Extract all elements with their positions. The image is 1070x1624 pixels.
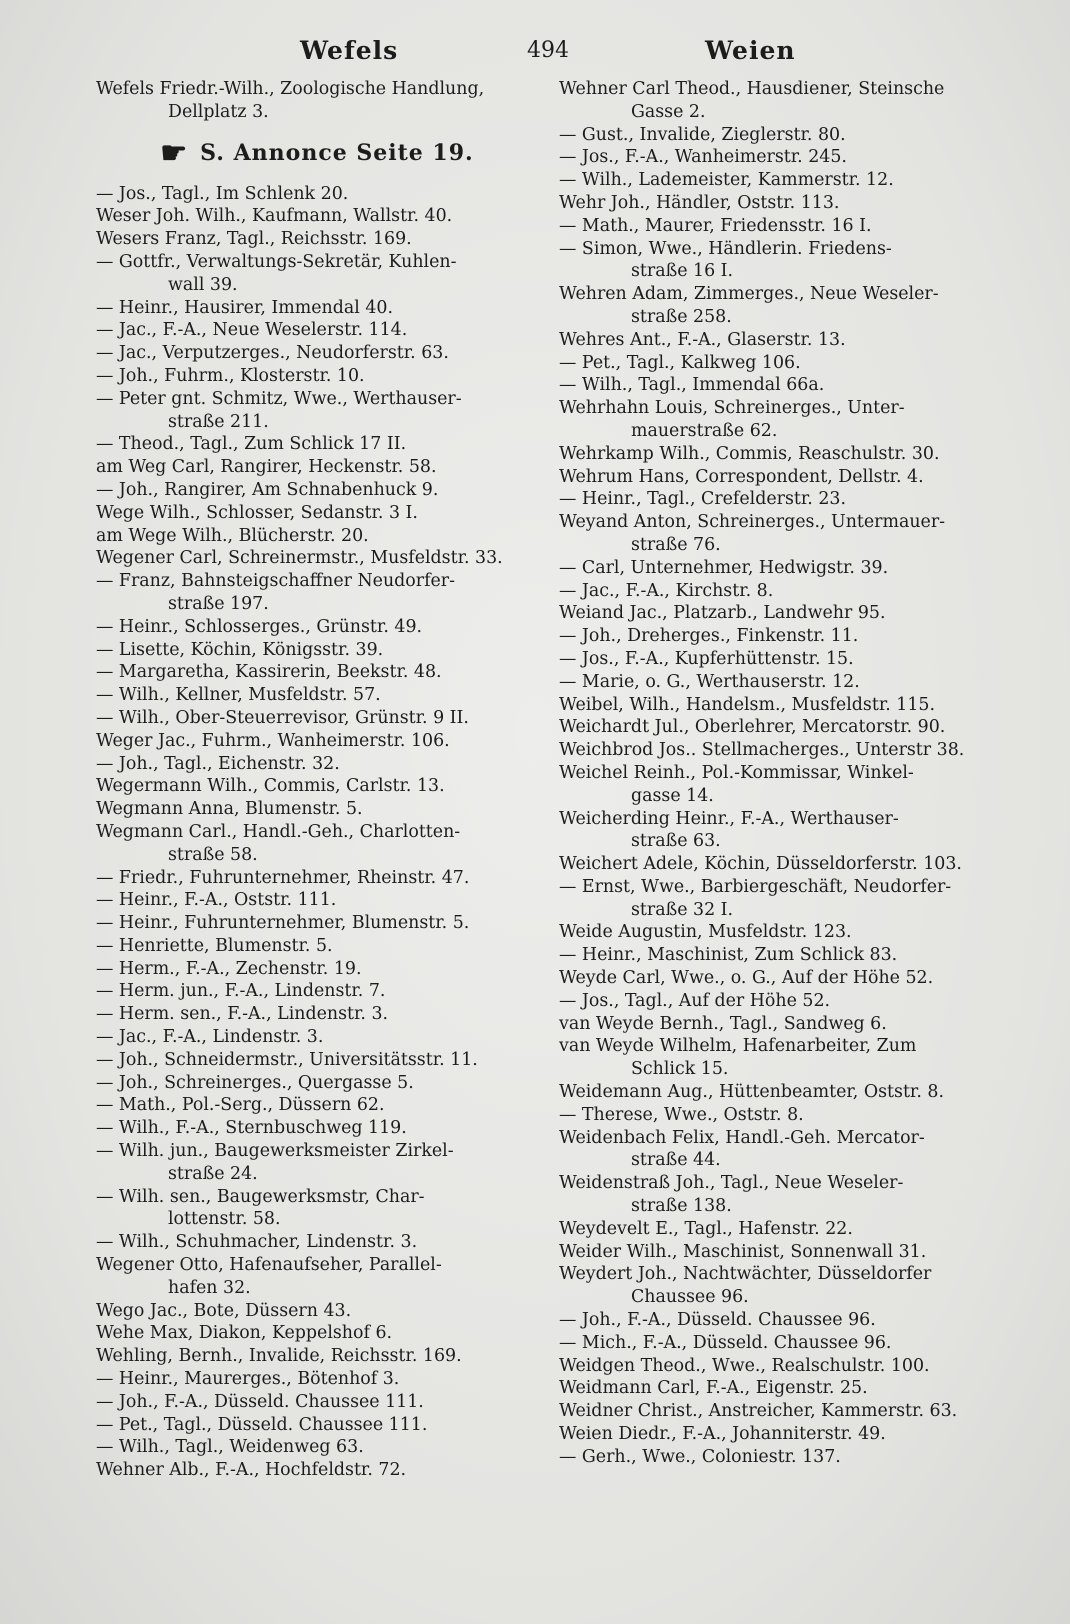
entry-line: — Jac., F.-A., Lindenstr. 3. (96, 1027, 324, 1048)
entry-continuation: straße 197. (168, 593, 269, 614)
directory-entry (559, 1013, 1001, 1036)
directory-entry (559, 580, 1001, 603)
directory-entry (559, 1423, 1001, 1446)
directory-entry (96, 730, 538, 753)
entry-line: — Wilh., Ober-Steuerrevisor, Grünstr. 9 II. (96, 707, 469, 728)
entry-line: van Weyde Bernh., Tagl., Sandweg 6. (559, 1013, 887, 1034)
entry-continuation: wall 39. (168, 274, 238, 295)
entry-line: Wehrum Hans, Correspondent, Dellstr. 4. (559, 466, 924, 487)
directory-entry (559, 1127, 1001, 1173)
directory-entry (96, 684, 538, 707)
entry-line: Weidenbach Felix, Handl.-Geh. Mercator- (559, 1127, 925, 1148)
directory-entry (559, 443, 1001, 466)
entry-line: — Mich., F.-A., Düsseld. Chaussee 96. (559, 1332, 892, 1353)
entry-line: — Marie, o. G., Werthauserstr. 12. (559, 671, 860, 692)
entry-line: — Jos., F.-A., Kupferhüttenstr. 15. (559, 648, 854, 669)
entry-line: Weydert Joh., Nachtwächter, Düsseldorfer (559, 1264, 932, 1285)
directory-entry (559, 625, 1001, 648)
directory-entry (559, 466, 1001, 489)
directory-entry (96, 1322, 538, 1345)
entry-line: Weider Wilh., Maschinist, Sonnenwall 31. (559, 1241, 927, 1262)
directory-entry (559, 124, 1001, 147)
entry-line: — Wilh. jun., Baugewerksmeister Zirkel- (96, 1141, 454, 1162)
directory-entry (96, 958, 538, 981)
directory-entry (96, 753, 538, 776)
entry-line: am Wege Wilh., Blücherstr. 20. (96, 525, 369, 546)
directory-entry (96, 251, 538, 297)
directory-entry (559, 1263, 1001, 1309)
directory-entry (559, 967, 1001, 990)
entry-line: Wege Wilh., Schlosser, Sedanstr. 3 I. (96, 502, 418, 523)
directory-entry (96, 183, 538, 206)
entry-line: am Weg Carl, Rangirer, Heckenstr. 58. (96, 457, 437, 478)
directory-entry (96, 388, 538, 434)
entry-line: — Joh., Dreherges., Finkenstr. 11. (559, 626, 859, 647)
directory-entry (559, 648, 1001, 671)
directory-entry (96, 1003, 538, 1026)
entry-line: — Ernst, Wwe., Barbiergeschäft, Neudorfer- (559, 876, 952, 897)
entry-line: — Joh., F.-A., Düsseld. Chaussee 111. (96, 1391, 424, 1412)
header-last-name: Weien (705, 36, 796, 65)
entry-line: Weidner Christ., Anstreicher, Kammerstr. 63. (559, 1401, 958, 1422)
directory-entry (96, 1300, 538, 1323)
directory-entry (96, 547, 538, 570)
directory-entry (559, 1104, 1001, 1127)
entry-line: — Herm., F.-A., Zechenstr. 19. (96, 958, 362, 979)
entry-line: — Simon, Wwe., Händlerin. Friedens- (559, 238, 892, 259)
entry-line: — Joh., Tagl., Eichenstr. 32. (96, 753, 340, 774)
directory-entry (96, 433, 538, 456)
entry-line: — Franz, Bahnsteigschaffner Neudorfer- (96, 571, 455, 592)
directory-entry (559, 1400, 1001, 1423)
directory-entry (96, 707, 538, 730)
annonce-text: S. Annonce Seite 19. (200, 139, 474, 166)
entry-continuation: hafen 32. (168, 1277, 251, 1298)
entry-line: — Heinr., Fuhrunternehmer, Blumenstr. 5. (96, 913, 470, 934)
entry-line: Weidemann Aug., Hüttenbeamter, Oststr. 8. (559, 1082, 944, 1103)
entry-line: Weyand Anton, Schreinerges., Untermauer- (559, 512, 946, 533)
entry-line: — Wilh., Schuhmacher, Lindenstr. 3. (96, 1232, 418, 1253)
entry-line: — Wilh., Tagl., Immendal 66a. (559, 375, 825, 396)
directory-entry (559, 716, 1001, 739)
entry-line: Wegmann Carl., Handl.-Geh., Charlotten- (96, 821, 461, 842)
directory-entry (559, 853, 1001, 876)
header-first-name: Wefels (300, 36, 399, 65)
directory-entry (559, 1035, 1001, 1081)
entry-continuation: straße 44. (631, 1150, 721, 1171)
directory-entry (96, 205, 538, 228)
directory-entry (96, 228, 538, 251)
entry-line: Wegener Otto, Hafenaufseher, Parallel- (96, 1255, 442, 1276)
entry-line: Wehe Max, Diakon, Keppelshof 6. (96, 1323, 393, 1344)
entry-line: Weibel, Wilh., Handelsm., Musfeldstr. 115. (559, 694, 935, 715)
entry-line: — Wilh., Lademeister, Kammerstr. 12. (559, 170, 894, 191)
entry-line: Weichbrod Jos.. Stellmacherges., Unterstr 38. (559, 740, 965, 761)
entry-line: — Gottfr., Verwaltungs-Sekretär, Kuhlen- (96, 251, 457, 272)
directory-entry (96, 867, 538, 890)
entry-line: Wehner Alb., F.-A., Hochfeldstr. 72. (96, 1460, 407, 1481)
directory-entry (96, 1368, 538, 1391)
directory-entry (559, 192, 1001, 215)
directory-entry (96, 661, 538, 684)
entry-line: — Henriette, Blumenstr. 5. (96, 935, 333, 956)
entry-line: — Heinr., Maurerges., Bötenhof 3. (96, 1369, 400, 1390)
entry-continuation: straße 138. (631, 1196, 732, 1217)
directory-entry (559, 694, 1001, 717)
entry-line: Wehling, Bernh., Invalide, Reichsstr. 169. (96, 1346, 462, 1367)
directory-entry (559, 739, 1001, 762)
entry-line: — Peter gnt. Schmitz, Wwe., Werthauser- (96, 388, 462, 409)
entry-line: — Math., Pol.-Serg., Düssern 62. (96, 1095, 385, 1116)
directory-entry (559, 283, 1001, 329)
directory-entry (559, 238, 1001, 284)
entry-line: Weyde Carl, Wwe., o. G., Auf der Höhe 52. (559, 968, 934, 989)
directory-entry (96, 821, 538, 867)
directory-entry (96, 297, 538, 320)
entry-line: — Heinr., F.-A., Oststr. 111. (96, 890, 337, 911)
entry-line: Wehrhahn Louis, Schreinerges., Unter- (559, 398, 905, 419)
entry-line: — Heinr., Hausirer, Immendal 40. (96, 297, 393, 318)
entry-line: Weidenstraß Joh., Tagl., Neue Weseler- (559, 1173, 904, 1194)
directory-entry (96, 1094, 538, 1117)
entry-line: — Herm. sen., F.-A., Lindenstr. 3. (96, 1004, 389, 1025)
entry-continuation: mauerstraße 62. (631, 420, 778, 441)
directory-entry (559, 990, 1001, 1013)
directory-entry (96, 1231, 538, 1254)
directory-entry (96, 1459, 538, 1482)
directory-entry (96, 1436, 538, 1459)
entry-line: Weser Joh. Wilh., Kaufmann, Wallstr. 40. (96, 206, 453, 227)
directory-entry (96, 479, 538, 502)
directory-entry (559, 1081, 1001, 1104)
directory-entry (96, 616, 538, 639)
directory-entry (559, 1377, 1001, 1400)
directory-entry (96, 1391, 538, 1414)
entry-line: Wefels Friedr.-Wilh., Zoologische Handlung, (96, 79, 485, 99)
entry-line: Wehrkamp Wilh., Commis, Reaschulstr. 30. (559, 443, 940, 464)
directory-entry (96, 502, 538, 525)
entry-line: — Wilh., Kellner, Musfeldstr. 57. (96, 685, 381, 706)
entry-line: Weicherding Heinr., F.-A., Werthauser- (559, 808, 899, 829)
directory-entry (96, 1049, 538, 1072)
directory-entry (96, 1140, 538, 1186)
entry-line: — Theod., Tagl., Zum Schlick 17 II. (96, 434, 407, 455)
left-column (96, 78, 538, 1482)
entry-line: — Lisette, Köchin, Königsstr. 39. (96, 639, 384, 660)
directory-entry (96, 365, 538, 388)
entry-line: — Wilh. sen., Baugewerksmstr, Char- (96, 1186, 425, 1207)
page-number: 494 (527, 38, 569, 63)
entry-continuation: Chaussee 96. (631, 1287, 749, 1308)
directory-entry (559, 78, 1001, 124)
entry-continuation: straße 258. (631, 306, 732, 327)
entry-line: Weien Diedr., F.-A., Johanniterstr. 49. (559, 1424, 886, 1445)
entry-continuation: straße 76. (631, 534, 721, 555)
directory-entry (96, 1254, 538, 1300)
directory-entry (559, 762, 1001, 808)
entry-line: Wegermann Wilh., Commis, Carlstr. 13. (96, 776, 445, 797)
entry-line: — Heinr., Tagl., Crefelderstr. 23. (559, 489, 846, 510)
directory-entry (96, 798, 538, 821)
directory-entry (559, 511, 1001, 557)
directory-entry (559, 1172, 1001, 1218)
directory-entry (96, 1026, 538, 1049)
entry-line: — Joh., F.-A., Düsseld. Chaussee 96. (559, 1310, 876, 1331)
directory-entry (96, 935, 538, 958)
directory-entry (559, 215, 1001, 238)
directory-entry (96, 78, 538, 124)
entry-line: — Gerh., Wwe., Coloniestr. 137. (559, 1446, 841, 1467)
directory-entry (559, 374, 1001, 397)
entry-line: — Friedr., Fuhrunternehmer, Rheinstr. 47. (96, 867, 470, 888)
directory-entry (96, 980, 538, 1003)
directory-entry (559, 921, 1001, 944)
entry-line: Weichardt Jul., Oberlehrer, Mercatorstr. 90. (559, 717, 946, 738)
directory-entry (559, 352, 1001, 375)
directory-entry (559, 876, 1001, 922)
right-column (559, 78, 1001, 1469)
entry-line: — Jos., Tagl., Auf der Höhe 52. (559, 990, 831, 1011)
annonce-notice (96, 135, 538, 171)
entry-line: — Math., Maurer, Friedensstr. 16 I. (559, 215, 872, 236)
entry-line: — Joh., Fuhrm., Klosterstr. 10. (96, 365, 365, 386)
directory-entry (559, 1355, 1001, 1378)
pointing-hand-icon: ☛ (160, 135, 189, 171)
entry-line: Wegener Carl, Schreinermstr., Musfeldstr. 33. (96, 548, 503, 569)
directory-entry (96, 1117, 538, 1140)
entry-line: — Jos., Tagl., Im Schlenk 20. (96, 183, 349, 204)
directory-entry (559, 1446, 1001, 1469)
entry-line: — Joh., Schreinerges., Quergasse 5. (96, 1072, 414, 1093)
entry-continuation: straße 58. (168, 844, 258, 865)
entry-line: — Jac., Verputzerges., Neudorferstr. 63. (96, 343, 449, 364)
directory-entry (559, 602, 1001, 625)
page-header (95, 30, 975, 74)
directory-entry (96, 1345, 538, 1368)
entry-line: Weger Jac., Fuhrm., Wanheimerstr. 106. (96, 730, 450, 751)
entry-line: Wego Jac., Bote, Düssern 43. (96, 1300, 352, 1321)
directory-entry (559, 557, 1001, 580)
directory-entry (559, 1218, 1001, 1241)
entry-continuation: lottenstr. 58. (168, 1209, 281, 1230)
directory-entry (559, 1332, 1001, 1355)
directory-entry (96, 342, 538, 365)
entry-line: — Joh., Schneidermstr., Universitätsstr. 11. (96, 1049, 478, 1070)
entry-line: — Heinr., Maschinist, Zum Schlick 83. (559, 945, 898, 966)
entry-continuation: straße 24. (168, 1163, 258, 1184)
directory-entry (96, 1186, 538, 1232)
entry-line: Weiand Jac., Platzarb., Landwehr 95. (559, 603, 886, 624)
directory-entry (96, 319, 538, 342)
entry-line: Wesers Franz, Tagl., Reichsstr. 169. (96, 229, 412, 250)
directory-entry (96, 912, 538, 935)
directory-entry (96, 889, 538, 912)
entry-line: Weydevelt E., Tagl., Hafenstr. 22. (559, 1218, 853, 1239)
directory-entry (559, 169, 1001, 192)
entry-continuation: straße 211. (168, 411, 269, 432)
entry-line: — Jac., F.-A., Neue Weselerstr. 114. (96, 320, 408, 341)
entry-continuation: straße 63. (631, 831, 721, 852)
entry-line: Weichert Adele, Köchin, Düsseldorferstr. 103. (559, 854, 962, 875)
entry-line: Wehren Adam, Zimmerges., Neue Weseler- (559, 284, 939, 305)
directory-entry (96, 570, 538, 616)
entry-line: — Wilh., Tagl., Weidenweg 63. (96, 1437, 364, 1458)
directory-entry (559, 1241, 1001, 1264)
directory-entry (559, 808, 1001, 854)
entry-continuation: Schlick 15. (631, 1059, 729, 1080)
entry-line: van Weyde Wilhelm, Hafenarbeiter, Zum (559, 1036, 917, 1057)
directory-entry (559, 1309, 1001, 1332)
entry-line: — Jac., F.-A., Kirchstr. 8. (559, 580, 774, 601)
directory-entry (96, 639, 538, 662)
entry-line: — Jos., F.-A., Wanheimerstr. 245. (559, 147, 847, 168)
directory-entry (96, 775, 538, 798)
entry-continuation: Dellplatz 3. (168, 101, 269, 122)
directory-entry (96, 525, 538, 548)
directory-entry (559, 146, 1001, 169)
directory-entry (559, 671, 1001, 694)
directory-entry (559, 397, 1001, 443)
entry-line: — Margaretha, Kassirerin, Beekstr. 48. (96, 662, 442, 683)
entry-line: — Joh., Rangirer, Am Schnabenhuck 9. (96, 479, 439, 500)
entry-line: — Wilh., F.-A., Sternbuschweg 119. (96, 1118, 407, 1139)
directory-entry (96, 1072, 538, 1095)
entry-line: Wehner Carl Theod., Hausdiener, Steinsche (559, 79, 945, 99)
directory-entry (96, 1414, 538, 1437)
entry-line: — Pet., Tagl., Düsseld. Chaussee 111. (96, 1414, 428, 1435)
entry-continuation: gasse 14. (631, 785, 714, 806)
entry-line: Wehr Joh., Händler, Oststr. 113. (559, 192, 840, 213)
entry-line: — Therese, Wwe., Oststr. 8. (559, 1104, 804, 1125)
directory-entry (559, 329, 1001, 352)
entry-line: Wegmann Anna, Blumenstr. 5. (96, 799, 363, 820)
entry-continuation: straße 16 I. (631, 261, 734, 282)
entry-line: — Heinr., Schlosserges., Grünstr. 49. (96, 616, 423, 637)
entry-line: Weichel Reinh., Pol.-Kommissar, Winkel- (559, 762, 914, 783)
entry-line: — Carl, Unternehmer, Hedwigstr. 39. (559, 557, 889, 578)
entry-continuation: straße 32 I. (631, 899, 734, 920)
entry-continuation: Gasse 2. (631, 101, 706, 122)
entry-line: — Pet., Tagl., Kalkweg 106. (559, 352, 801, 373)
entry-line: Weide Augustin, Musfeldstr. 123. (559, 922, 852, 943)
entry-line: Wehres Ant., F.-A., Glaserstr. 13. (559, 329, 846, 350)
entry-line: — Gust., Invalide, Zieglerstr. 80. (559, 124, 846, 145)
entry-line: — Herm. jun., F.-A., Lindenstr. 7. (96, 981, 386, 1002)
entry-line: Weidgen Theod., Wwe., Realschulstr. 100. (559, 1355, 930, 1376)
entry-line: Weidmann Carl, F.-A., Eigenstr. 25. (559, 1378, 868, 1399)
directory-entry (559, 944, 1001, 967)
directory-entry (96, 456, 538, 479)
directory-entry (559, 488, 1001, 511)
